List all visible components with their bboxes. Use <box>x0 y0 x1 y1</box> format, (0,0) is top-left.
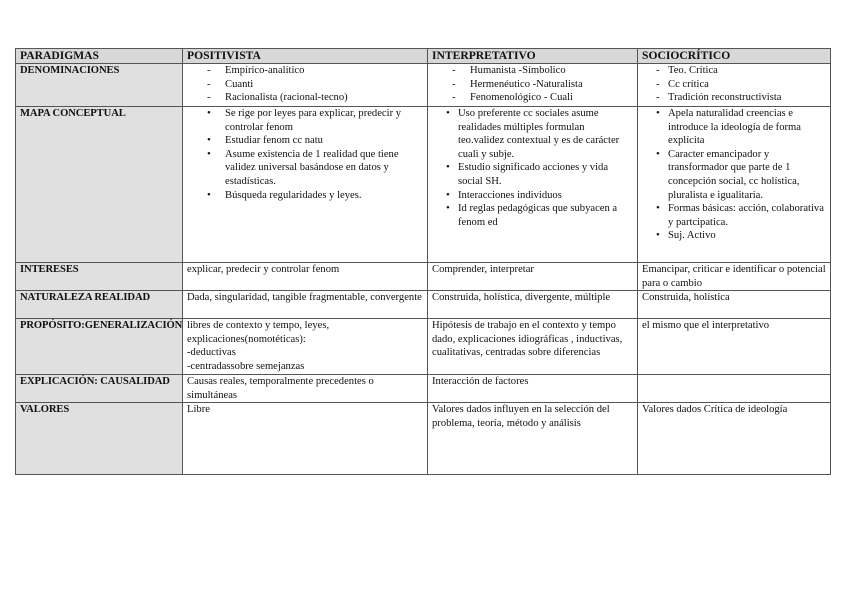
list-item: • Id reglas pedagógicas que subyacen a fenom ed <box>432 202 633 229</box>
list-item: - Tradición reconstructivista <box>642 91 826 105</box>
header-sociocritico: SOCIOCRÍTICO <box>638 49 831 64</box>
list-item: - Cc crítica <box>642 78 826 92</box>
list-item: - Teo. Crítica <box>642 64 826 78</box>
list-item: • Suj. Activo <box>642 229 826 243</box>
label-proposito: PROPÓSITO:GENERALIZACIÓN <box>16 319 183 375</box>
list-item: - Humanista -Símbolico <box>432 64 633 78</box>
list-item: • Apela naturalidad creencias e introduce la ideología de forma explícita <box>642 107 826 148</box>
header-paradigmas: PARADIGMAS <box>16 49 183 64</box>
row-naturaleza-realidad <box>16 291 831 319</box>
list-denominaciones-sociocritico <box>642 64 826 105</box>
row-valores <box>16 403 831 475</box>
cell-denominaciones-sociocritico <box>638 64 831 107</box>
list-item: • Búsqueda regularidades y leyes. <box>187 189 423 203</box>
row-denominaciones <box>16 64 831 107</box>
cell-valores-positivista: Libre <box>183 403 428 475</box>
cell-valores-sociocritico: Valores dados Crítica de ideología <box>638 403 831 475</box>
list-item: - Empírico-analítico <box>187 64 423 78</box>
row-proposito <box>16 319 831 375</box>
list-item: - Hermenéutico -Naturalista <box>432 78 633 92</box>
cell-intereses-positivista: explicar, predecir y controlar fenom <box>183 263 428 291</box>
cell-mapa-positivista <box>183 107 428 263</box>
list-item: • Interacciones individuos <box>432 189 633 203</box>
cell-proposito-interpretativo: Hipótesis de trabajo en el contexto y tempo dado, explicaciones idiográficas , inductivas, cualitativas, centradas sobre diferencias <box>428 319 638 375</box>
label-valores: VALORES <box>16 403 183 475</box>
row-explicacion <box>16 375 831 403</box>
cell-naturaleza-sociocritico: Construida, holística <box>638 291 831 319</box>
cell-proposito-positivista: libres de contexto y tempo, leyes, explicaciones(nomotéticas): -deductivas -centradassobre semejanzas <box>183 319 428 375</box>
paradigm-table <box>15 48 831 475</box>
list-denominaciones-interpretativo <box>432 64 633 105</box>
cell-denominaciones-positivista <box>183 64 428 107</box>
cell-intereses-interpretativo: Comprender, interpretar <box>428 263 638 291</box>
cell-naturaleza-interpretativo: Construida, holística, divergente, múltiple <box>428 291 638 319</box>
cell-explicacion-interpretativo: Interacción de factores <box>428 375 638 403</box>
list-item: - Fenomenológico - Cuali <box>432 91 633 105</box>
row-mapa-conceptual <box>16 107 831 263</box>
cell-proposito-sociocritico: el mismo que el interpretativo <box>638 319 831 375</box>
cell-mapa-interpretativo <box>428 107 638 263</box>
label-explicacion: EXPLICACIÓN: CAUSALIDAD <box>16 375 183 403</box>
list-item: • Se rige por leyes para explicar, predecir y controlar fenom <box>187 107 423 134</box>
list-item: • Uso preferente cc sociales asume realidades múltiples formulan teo.validez contextual y es de carácter cuali y subje. <box>432 107 633 161</box>
row-intereses <box>16 263 831 291</box>
list-item: - Cuanti <box>187 78 423 92</box>
cell-denominaciones-interpretativo <box>428 64 638 107</box>
list-mapa-interpretativo <box>432 107 633 229</box>
cell-explicacion-sociocritico <box>638 375 831 403</box>
list-mapa-sociocritico <box>642 107 826 243</box>
cell-intereses-sociocritico: Emancipar, criticar e identificar o potencial para o cambio <box>638 263 831 291</box>
label-mapa-conceptual: MAPA CONCEPTUAL <box>16 107 183 263</box>
header-interpretativo: INTERPRETATIVO <box>428 49 638 64</box>
list-item: • Estudio significado acciones y vida social SH. <box>432 161 633 188</box>
list-item: • Estudiar fenom cc natu <box>187 134 423 148</box>
list-item: • Caracter emancipador y transformador que parte de 1 concepción social, cc holística, pluralista e igualitaria. <box>642 148 826 202</box>
label-denominaciones: DENOMINACIONES <box>16 64 183 107</box>
list-denominaciones-positivista <box>187 64 423 105</box>
header-positivista: POSITIVISTA <box>183 49 428 64</box>
label-intereses: INTERESES <box>16 263 183 291</box>
list-item: - Racionalista (racional-tecno) <box>187 91 423 105</box>
list-mapa-positivista <box>187 107 423 202</box>
label-naturaleza-realidad: NATURALEZA REALIDAD <box>16 291 183 319</box>
cell-explicacion-positivista: Causas reales, temporalmente precedentes o simultáneas <box>183 375 428 403</box>
header-row <box>16 49 831 64</box>
list-item: • Formas básicas: acción, colaborativa y partcipatica. <box>642 202 826 229</box>
list-item: • Asume existencia de 1 realidad que tiene validez universal basándose en datos y estadísticas. <box>187 148 423 189</box>
cell-mapa-sociocritico <box>638 107 831 263</box>
cell-valores-interpretativo: Valores dados influyen en la selección del problema, teoría, método y análisis <box>428 403 638 475</box>
cell-naturaleza-positivista: Dada, singularidad, tangible fragmentable, convergente <box>183 291 428 319</box>
